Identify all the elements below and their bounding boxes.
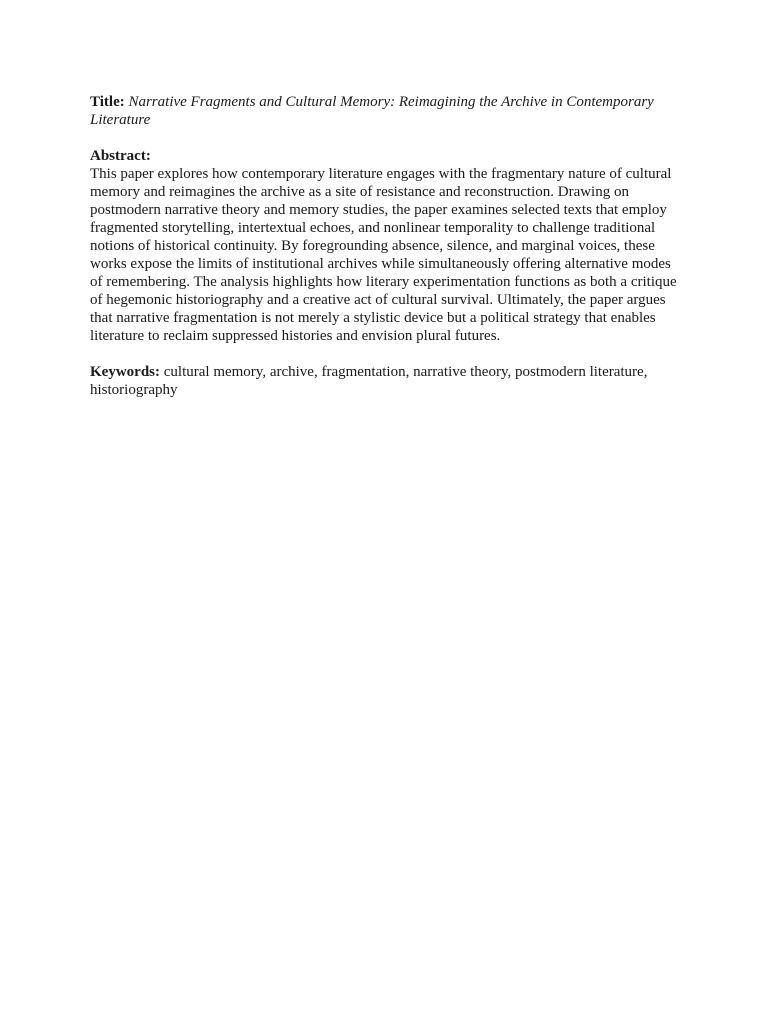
abstract-text: This paper explores how contemporary literature engages with the fragmentary nature of cultural memory and reimagines the archive as a site of resistance and reconstruction. Drawing on postmodern narrative theory and memory studies, the paper examines selected texts that employ fragmented storytelling, intertextual echoes, and nonlinear temporality to challenge traditional notions of historical continuity. By foregrounding absence, silence, and marginal voices, these works expose the limits of institutional archives while simultaneously offering alternative modes of remembering. The analysis highlights how literary experimentation functions as both a critique of hegemonic historiography and a creative act of cultural survival. Ultimately, the paper argues that narrative fragmentation is not merely a stylistic device but a political strategy that enables literature to reclaim suppressed histories and envision plural futures. [90, 166, 677, 344]
title-line [90, 93, 680, 129]
paper-title: Narrative Fragments and Cultural Memory: Reimagining the Archive in Contemporary Literature [90, 94, 654, 128]
keywords-text: cultural memory, archive, fragmentation, narrative theory, postmodern literature, historiography [90, 364, 648, 398]
title-label: Title: [90, 94, 125, 110]
keywords-line [90, 363, 680, 399]
keywords-label: Keywords: [90, 364, 160, 380]
abstract-label: Abstract: [90, 148, 151, 164]
document-page [90, 93, 680, 399]
abstract-section [90, 147, 680, 345]
